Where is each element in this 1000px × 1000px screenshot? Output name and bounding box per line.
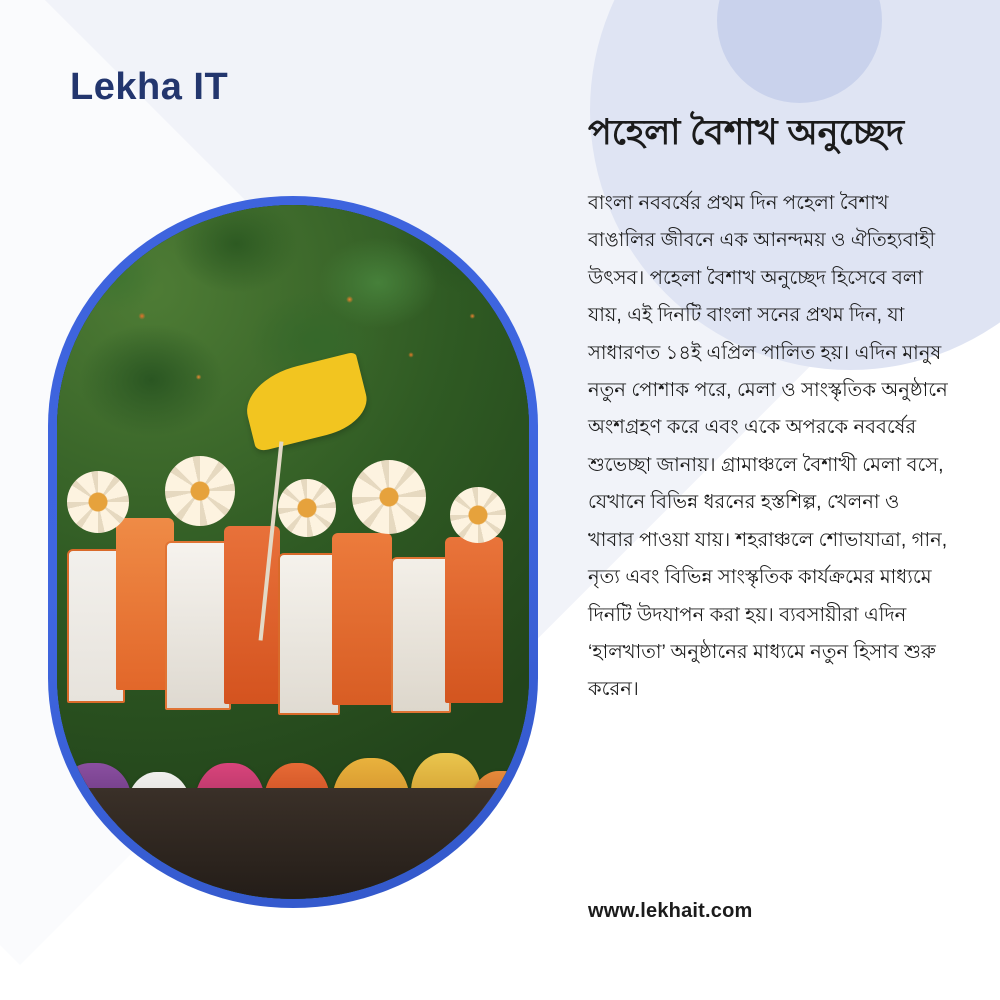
article-content xyxy=(588,108,948,709)
painted-panel xyxy=(391,557,451,713)
photo-procession-figures xyxy=(57,448,529,837)
photo-ground xyxy=(57,788,529,899)
painted-panel xyxy=(332,533,392,705)
paper-flower xyxy=(450,487,506,543)
photo-frame xyxy=(48,196,538,908)
painted-panel xyxy=(278,553,340,715)
painted-panel xyxy=(165,541,231,710)
painted-panel xyxy=(445,537,503,703)
page-title: পহেলা বৈশাখ অনুচ্ছেদ xyxy=(588,113,905,152)
painted-panel xyxy=(224,526,280,704)
paper-flower xyxy=(278,479,336,537)
brand-logo-text: Lekha IT xyxy=(70,66,229,108)
bottom-white-bar xyxy=(0,970,1000,1000)
festival-photo xyxy=(57,205,529,899)
paper-flower xyxy=(67,471,129,533)
article-paragraph: বাংলা নববর্ষের প্রথম দিন পহেলা বৈশাখ বাঙালির জীবনে এক আনন্দময় ও ঐতিহ্যবাহী উৎসব। পহেলা বৈশাখ অনুচ্ছেদ হিসেবে বলা যায়, এই দিনটি বাংলা সনের প্রথম দিন, যা সাধারণত ১৪ই এপ্রিল পালিত হয়। এদিন মানুষ নতুন পোশাক পরে, মেলা ও সাংস্কৃতিক অনুষ্ঠানে অংশগ্রহণ করে এবং একে অপরকে নববর্ষের শুভেচ্ছা জানায়। গ্রামাঞ্চলে বৈশাখী মেলা বসে, যেখানে বিভিন্ন ধরনের হস্তশিল্প, খেলনা ও খাবার পাওয়া যায়। শহরাঞ্চলে শোভাযাত্রা, গান, নৃত্য এবং বিভিন্ন সাংস্কৃতিক কার্যক্রমের মাধ্যমে দিনটি উদযাপন করা হয়। ব্যবসায়ীরা এদিন ‘হালখাতা’ অনুষ্ঠানের মাধ্যমে নতুন হিসাব শুরু করেন। xyxy=(588,191,948,701)
website-url[interactable]: www.lekhait.com xyxy=(588,900,753,922)
paper-flower xyxy=(352,460,426,534)
paper-flower xyxy=(165,456,235,526)
